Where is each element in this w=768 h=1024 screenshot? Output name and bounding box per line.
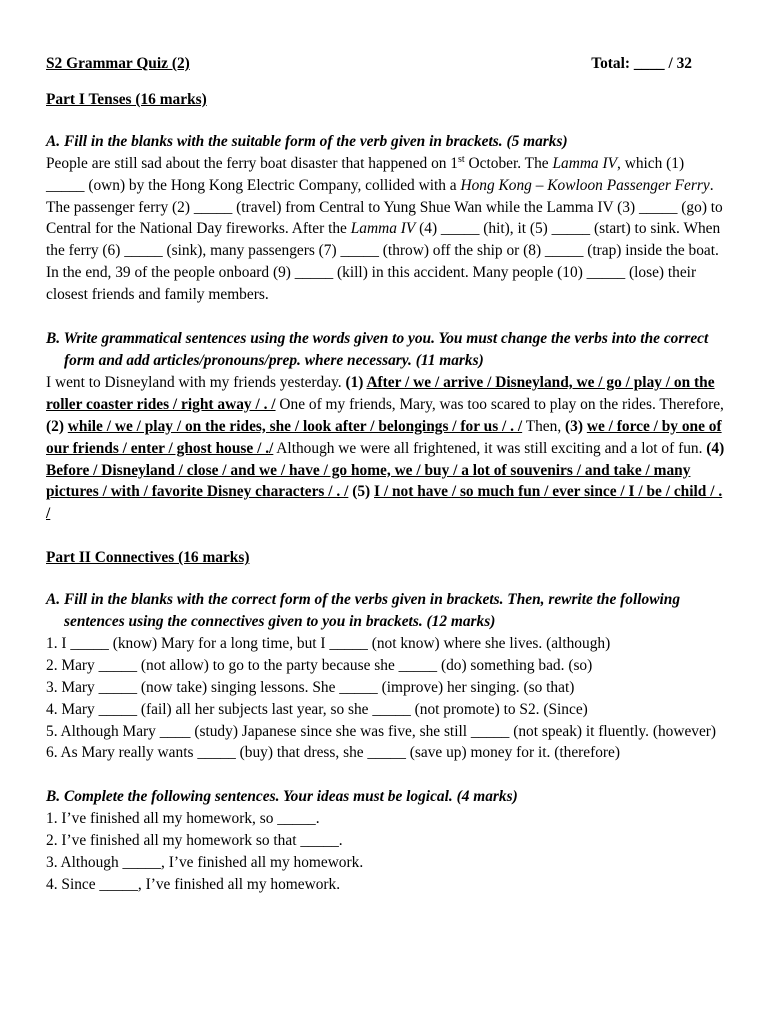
passage-text: , which (1) _____ (own) by the Hong Kong Electric Company, collided with a [46,154,685,194]
list-item: 1. I _____ (know) Mary for a long time, but I _____ (not know) where she lives. (although) [46,634,611,652]
part2-a-instruction: A. Fill in the blanks with the correct form of the verbs given in brackets. Then, rewrite the following sentences using the connectives given to you in brackets. (12 marks) [46,591,681,631]
part1-b-instruction: B. Write grammatical sentences using the words given to you. You must change the verbs into the correct form and add articles/pronouns/prep. where necessary. (11 marks) [46,330,709,369]
part2-section-a [46,589,726,764]
question-number: (2) [46,417,68,435]
part1-heading: Part I Tenses (16 marks) [46,90,207,108]
quiz-title: S2 Grammar Quiz (2) [46,55,190,72]
passage-text: People are still sad about the ferry boat disaster that happened on 1 [46,154,459,172]
question-prompt: while / we / play / on the rides, she / look after / belongings / for us / . / [67,417,523,435]
passage-text: Although we were all frightened, it was still exciting and a lot of fun. [273,439,707,457]
question-number: (5) [352,483,374,501]
list-item: 4. Since _____, I’ve finished all my homework. [46,876,341,893]
list-item: 6. As Mary really wants _____ (buy) that dress, she _____ (save up) money for it. (therefore) [46,744,621,762]
ship-name: Lamma IV [552,154,618,172]
part2-b-instruction: B. Complete the following sentences. Your ideas must be logical. (4 marks) [46,788,518,806]
question-number: (4) [706,439,725,457]
part1-a-instruction: A. Fill in the blanks with the suitable form of the verb given in brackets. (5 marks) [46,132,568,150]
list-item: 1. I’ve finished all my homework, so _____. [46,810,320,828]
passage-text: . The passenger ferry (2) _____ (travel) from Central to Yung Shue Wan while the Lamma IV (3) _____ (go) to Central for the National Day fireworks. After the [46,176,723,238]
part1-b-passage [46,372,726,525]
total-score: Total: ____ / 32 [591,55,692,72]
part1-section-b [46,328,726,525]
part2-heading: Part II Connectives (16 marks) [46,549,250,567]
passage-text: (4) _____ (hit), it (5) _____ (start) to sink. When the ferry (6) _____ (sink), many passengers (7) _____ (throw) off the ship or (8) _____ (trap) inside the boat. In the end, 39 of the people onboard (9) _____ (kill) in this accident. Many people (10) _____ (lose) their closest friends and family members. [46,220,721,304]
question-prompt: Before / Disneyland / close / and we / have / go home, we / buy / a lot of souvenirs / and take / many pictures / with / favorite Disney characters / . / [46,461,691,501]
question-prompt: we / force / by one of our friends / enter / ghost house / ./ [46,417,722,457]
ferry-name: Hong Kong – Kowloon Passenger Ferry [460,176,710,194]
list-item: 3. Although _____, I’ve finished all my homework. [46,854,364,872]
part1-a-passage [46,153,726,306]
passage-text: One of my friends, Mary, was too scared to play on the rides. Therefore, [275,395,724,413]
list-item: 2. Mary _____ (not allow) to go to the party because she _____ (do) something bad. (so) [46,656,593,674]
list-item: 2. I’ve finished all my homework so that _____. [46,832,343,850]
question-number: (3) [565,417,587,435]
passage-text: I went to Disneyland with my friends yesterday. [46,373,346,391]
part1-section-a [46,131,726,306]
list-item: 3. Mary _____ (now take) singing lessons. She _____ (improve) her singing. (so that) [46,678,575,696]
question-prompt: After / we / arrive / Disneyland, we / go / play / on the roller coaster rides / right away / . / [46,373,715,413]
passage-text: Then, [522,417,566,435]
passage-text: October. The [464,154,553,172]
question-number: (1) [345,373,367,391]
list-item: 4. Mary _____ (fail) all her subjects last year, so she _____ (not promote) to S2. (Since) [46,700,588,718]
list-item: 5. Although Mary ____ (study) Japanese since she was five, she still _____ (not speak) it fluently. (however) [46,722,717,740]
ordinal-suffix: st [458,153,465,165]
question-prompt: I / not have / so much fun / ever since / I / be / child / . / [46,483,723,523]
part2-section-b [46,786,726,896]
ship-name: Lamma IV [350,220,416,238]
quiz-page [46,53,726,896]
quiz-header [46,53,726,75]
